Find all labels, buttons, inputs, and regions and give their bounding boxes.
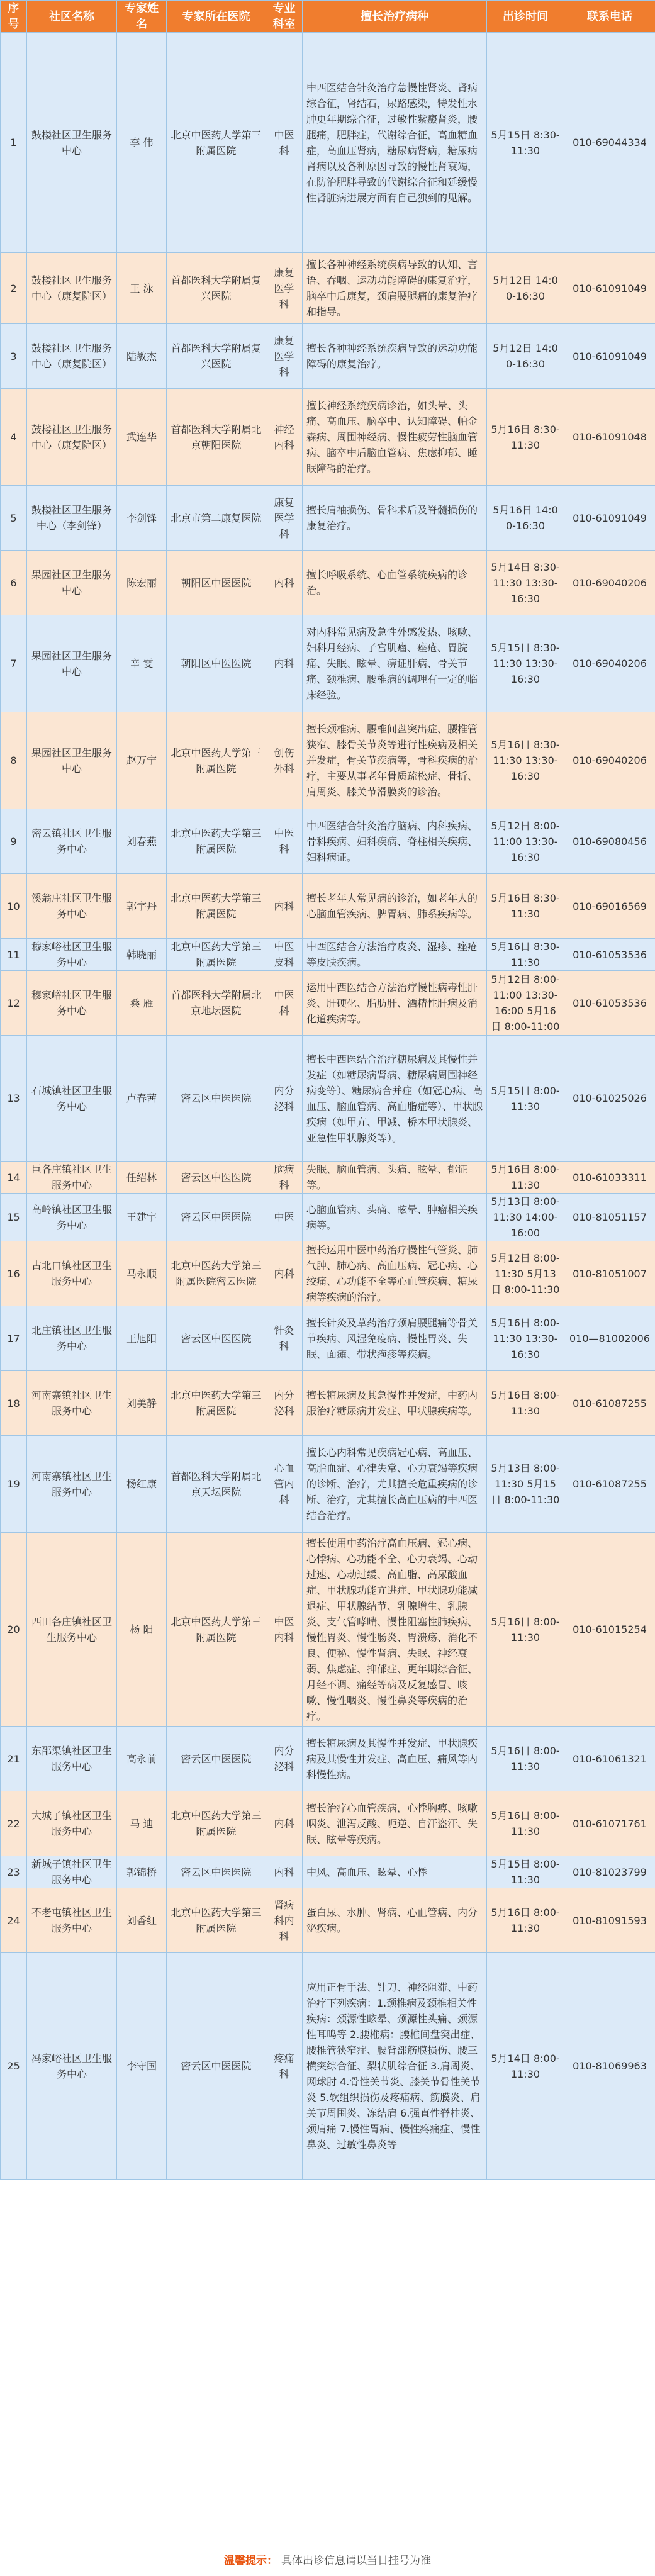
specialty-cell: 运用中西医结合方法治疗慢性病毒性肝炎、肝硬化、脂肪肝、酒精性肝病及消化道疾病等。 [303,971,487,1036]
table-row [1,1241,655,1306]
community-name-cell: 穆家峪社区卫生服务中心 [27,939,117,971]
phone-number-cell: 010-69016569 [564,874,655,939]
clinic-time-cell: 5月16日 14:00-16:30 [487,486,564,551]
department-cell: 神经内科 [266,389,303,486]
table-row [1,253,655,324]
expert-name-cell: 卢春茜 [117,1036,167,1162]
community-name-cell: 东邵渠镇社区卫生服务中心 [27,1727,117,1791]
community-name-cell: 果园社区卫生服务中心 [27,712,117,809]
community-name-cell: 鼓楼社区卫生服务中心（李剑锋） [27,486,117,551]
specialty-cell: 心脑血管病、头痛、眩晕、肿瘤相关疾病等。 [303,1194,487,1241]
row-index-cell: 9 [1,809,27,874]
phone-number-cell: 010-69080456 [564,809,655,874]
row-index-cell: 17 [1,1306,27,1371]
community-name-cell: 鼓楼社区卫生服务中心 [27,33,117,253]
specialty-cell: 擅长使用中药治疗高血压病、冠心病、心悸病、心功能不全、心力衰竭、心动过速、心动过缓、高血脂、高尿酸血症、甲状腺功能亢进症、甲状腺功能减退症、甲状腺结节、乳腺增生、乳腺炎、支气管哮喘、慢性阻塞性肺疾病、慢性胃炎、慢性肠炎、胃溃疡、消化不良、便秘、慢性肾病、失眠、神经衰弱、焦虑症、抑郁症、更年期综合征、月经不调、痛经等病及反复感冒、咳嗽、慢性咽炎、慢性鼻炎等疾病的治疗。 [303,1533,487,1727]
table-row [1,33,655,253]
clinic-time-cell: 5月16日 8:00-11:30 [487,1533,564,1727]
phone-number-cell: 010-69040206 [564,615,655,712]
clinic-time-cell: 5月12日 14:00-16:30 [487,253,564,324]
clinic-time-cell: 5月16日 8:00-11:30 13:30-16:30 [487,1306,564,1371]
clinic-time-cell: 5月16日 8:00-11:30 [487,1727,564,1791]
specialty-cell: 擅长运用中医中药治疗慢性气管炎、肺气肿、肺心病、高血压病、冠心病、心绞痛、心功能不全等心血管疾病、糖尿病等疾病的治疗。 [303,1241,487,1306]
footer-tip-label: 温馨提示： [224,2555,277,2567]
phone-number-cell: 010-81091593 [564,1888,655,1953]
table-row [1,939,655,971]
expert-name-cell: 郭宇丹 [117,874,167,939]
expert-name-cell: 郭锦桥 [117,1856,167,1888]
table-row [1,1371,655,1436]
row-index-cell: 11 [1,939,27,971]
expert-name-cell: 王建宇 [117,1194,167,1241]
row-index-cell: 12 [1,971,27,1036]
row-index-cell: 19 [1,1436,27,1533]
department-cell: 内科 [266,1856,303,1888]
header-community: 社区名称 [27,1,117,33]
clinic-time-cell: 5月16日 8:30-11:30 13:30-16:30 [487,712,564,809]
row-index-cell: 15 [1,1194,27,1241]
hospital-name-cell: 首都医科大学附属北京朝阳医院 [167,389,266,486]
clinic-time-cell: 5月15日 8:00-11:30 [487,1856,564,1888]
expert-name-cell: 李 伟 [117,33,167,253]
expert-name-cell: 武连华 [117,389,167,486]
table-row [1,486,655,551]
row-index-cell: 16 [1,1241,27,1306]
row-index-cell: 1 [1,33,27,253]
department-cell: 中医皮科 [266,939,303,971]
department-cell: 内科 [266,615,303,712]
community-name-cell: 鼓楼社区卫生服务中心（康复院区） [27,389,117,486]
department-cell: 疼痛科 [266,1953,303,2180]
phone-number-cell: 010-81069963 [564,1953,655,2180]
hospital-name-cell: 北京中医药大学第三附属医院密云医院 [167,1241,266,1306]
specialty-cell: 中西医结合针灸治疗脑病、内科疾病、骨科疾病、妇科疾病、脊柱相关疾病、妇科病证。 [303,809,487,874]
department-cell: 肾病科内科 [266,1888,303,1953]
clinic-time-cell: 5月12日 8:00-11:00 13:30-16:00 5月16日 8:00-11:00 [487,971,564,1036]
specialty-cell: 擅长老年人常见病的诊治，如老年人的心脑血管疾病、脾胃病、肺系疾病等。 [303,874,487,939]
community-name-cell: 溪翁庄社区卫生服务中心 [27,874,117,939]
department-cell: 内分泌科 [266,1036,303,1162]
row-index-cell: 18 [1,1371,27,1436]
hospital-name-cell: 密云区中医医院 [167,1727,266,1791]
expert-name-cell: 任绍林 [117,1162,167,1194]
phone-number-cell: 010-61091049 [564,253,655,324]
header-expert: 专家姓名 [117,1,167,33]
specialty-cell: 擅长肩袖损伤、骨科术后及脊髓损伤的康复治疗。 [303,486,487,551]
community-name-cell: 穆家峪社区卫生服务中心 [27,971,117,1036]
expert-name-cell: 杨红康 [117,1436,167,1533]
phone-number-cell: 010-61033311 [564,1162,655,1194]
row-index-cell: 24 [1,1888,27,1953]
row-index-cell: 25 [1,1953,27,2180]
row-index-cell: 14 [1,1162,27,1194]
community-name-cell: 古北口镇社区卫生服务中心 [27,1241,117,1306]
row-index-cell: 5 [1,486,27,551]
hospital-name-cell: 北京中医药大学第三附属医院 [167,939,266,971]
table-row [1,1856,655,1888]
hospital-name-cell: 北京中医药大学第三附属医院 [167,1791,266,1856]
hospital-name-cell: 北京中医药大学第三附属医院 [167,712,266,809]
table-body [1,33,655,2180]
clinic-time-cell: 5月16日 8:30-11:30 [487,874,564,939]
community-name-cell: 果园社区卫生服务中心 [27,615,117,712]
hospital-name-cell: 北京中医药大学第三附属医院 [167,1371,266,1436]
department-cell: 中医 [266,1194,303,1241]
clinic-time-cell: 5月16日 8:00-11:30 [487,1162,564,1194]
clinic-time-cell: 5月12日 14:00-16:30 [487,324,564,389]
hospital-name-cell: 首都医科大学附属复兴医院 [167,324,266,389]
table-row [1,1162,655,1194]
table-row [1,1791,655,1856]
community-name-cell: 果园社区卫生服务中心 [27,551,117,615]
department-cell: 康复医学科 [266,486,303,551]
phone-number-cell: 010-69044334 [564,33,655,253]
clinic-time-cell: 5月12日 8:00-11:30 5月13日 8:00-11:30 [487,1241,564,1306]
header-time: 出诊时间 [487,1,564,33]
hospital-name-cell: 密云区中医医院 [167,1194,266,1241]
row-index-cell: 8 [1,712,27,809]
phone-number-cell: 010-61091048 [564,389,655,486]
clinic-time-cell: 5月16日 8:30-11:30 [487,389,564,486]
row-index-cell: 23 [1,1856,27,1888]
table-row [1,1036,655,1162]
header-specialty: 擅长治疗病种 [303,1,487,33]
footer-tip-text: 具体出诊信息请以当日挂号为准 [281,2555,431,2567]
hospital-name-cell: 北京中医药大学第三附属医院 [167,809,266,874]
row-index-cell: 13 [1,1036,27,1162]
hospital-name-cell: 朝阳区中医医院 [167,551,266,615]
row-index-cell: 22 [1,1791,27,1856]
table-row [1,1953,655,2180]
expert-name-cell: 王 泳 [117,253,167,324]
specialty-cell: 擅长中西医结合治疗糖尿病及其慢性并发症（如糖尿病肾病、糖尿病周围神经病变等）、糖尿病合并症（如冠心病、高血压、脑血管病、高血脂症等）、甲状腺疾病（如甲亢、甲减、桥本甲状腺炎、亚急性甲状腺炎等）。 [303,1036,487,1162]
community-name-cell: 大城子镇社区卫生服务中心 [27,1791,117,1856]
row-index-cell: 4 [1,389,27,486]
specialty-cell: 中西医结合方法治疗皮炎、湿疹、痤疮等皮肤疾病。 [303,939,487,971]
community-name-cell: 河南寨镇社区卫生服务中心 [27,1371,117,1436]
clinic-time-cell: 5月14日 8:30-11:30 13:30-16:30 [487,551,564,615]
expert-name-cell: 韩晓丽 [117,939,167,971]
specialty-cell: 擅长各种神经系统疾病导致的认知、言语、吞咽、运动功能障碍的康复治疗，脑卒中后康复，颈肩腰腿痛的康复治疗和指导。 [303,253,487,324]
expert-name-cell: 刘香红 [117,1888,167,1953]
clinic-time-cell: 5月15日 8:30-11:30 [487,33,564,253]
department-cell: 内分泌科 [266,1727,303,1791]
clinic-time-cell: 5月13日 8:00-11:30 14:00-16:00 [487,1194,564,1241]
row-index-cell: 6 [1,551,27,615]
clinic-time-cell: 5月16日 8:00-11:30 [487,1888,564,1953]
table-row [1,1194,655,1241]
phone-number-cell: 010-61091049 [564,324,655,389]
table-row [1,874,655,939]
community-name-cell: 北庄镇社区卫生服务中心 [27,1306,117,1371]
department-cell: 内科 [266,1791,303,1856]
phone-number-cell: 010-61087255 [564,1436,655,1533]
department-cell: 创伤外科 [266,712,303,809]
expert-name-cell: 刘春燕 [117,809,167,874]
hospital-name-cell: 北京中医药大学第三附属医院 [167,1888,266,1953]
table-row [1,971,655,1036]
specialty-cell: 对内科常见病及急性外感发热、咳嗽、妇科月经病、子宫肌瘤、痤疮、胃脘痛、失眠、眩晕、痹证肝病、骨关节痛、颈椎病、腰椎病的调理有一定的临床经验。 [303,615,487,712]
header-phone: 联系电话 [564,1,655,33]
clinic-time-cell: 5月15日 8:00-11:30 [487,1036,564,1162]
department-cell: 内科 [266,551,303,615]
table-row [1,615,655,712]
phone-number-cell: 010-61053536 [564,971,655,1036]
department-cell: 脑病科 [266,1162,303,1194]
hospital-name-cell: 北京中医药大学第三附属医院 [167,874,266,939]
specialty-cell: 擅长心内科常见疾病冠心病、高血压、高脂血症、心律失常、心力衰竭等疾病的诊断、治疗，尤其擅长危重疾病的诊断、治疗，尤其擅长高血压病的中西医结合治疗。 [303,1436,487,1533]
hospital-name-cell: 密云区中医医院 [167,1162,266,1194]
phone-number-cell: 010-81051007 [564,1241,655,1306]
specialty-cell: 擅长糖尿病及其慢性并发症、甲状腺疾病及其慢性并发症、高血压、痛风等内科慢性病。 [303,1727,487,1791]
phone-number-cell: 010-61091049 [564,486,655,551]
community-name-cell: 密云镇社区卫生服务中心 [27,809,117,874]
community-name-cell: 河南寨镇社区卫生服务中心 [27,1436,117,1533]
clinic-time-cell: 5月16日 8:00-11:30 [487,1791,564,1856]
hospital-name-cell: 北京中医药大学第三附属医院 [167,33,266,253]
table-row [1,324,655,389]
hospital-name-cell: 密云区中医医院 [167,1856,266,1888]
phone-number-cell: 010-61015254 [564,1533,655,1727]
expert-name-cell: 马永顺 [117,1241,167,1306]
expert-name-cell: 王旭阳 [117,1306,167,1371]
department-cell: 针灸科 [266,1306,303,1371]
expert-name-cell: 刘美静 [117,1371,167,1436]
expert-name-cell: 李剑锋 [117,486,167,551]
specialty-cell: 失眠、脑血管病、头痛、眩晕、郁证等。 [303,1162,487,1194]
department-cell: 中医科 [266,33,303,253]
department-cell: 康复医学科 [266,253,303,324]
hospital-name-cell: 北京中医药大学第三附属医院 [167,1533,266,1727]
clinic-time-cell: 5月13日 8:00-11:30 5月15日 8:00-11:30 [487,1436,564,1533]
hospital-name-cell: 密云区中医医院 [167,1306,266,1371]
table-row [1,1888,655,1953]
table-row [1,1436,655,1533]
community-name-cell: 冯家峪社区卫生服务中心 [27,1953,117,2180]
phone-number-cell: 010-61025026 [564,1036,655,1162]
footer-notice [0,2546,655,2576]
clinic-time-cell: 5月15日 8:30-11:30 13:30-16:30 [487,615,564,712]
phone-number-cell: 010-81051157 [564,1194,655,1241]
department-cell: 中医科 [266,809,303,874]
clinic-time-cell: 5月16日 8:00-11:30 [487,1371,564,1436]
specialty-cell: 擅长各种神经系统疾病导致的运动功能障碍的康复治疗。 [303,324,487,389]
specialty-cell: 擅长颈椎病、腰椎间盘突出症、腰椎管狭窄、膝骨关节炎等进行性疾病及相关并发症，骨关节疾病等，骨科疾病的治疗，主要从事老年骨质疏松症、骨折、肩周炎、膝关节滑膜炎的诊治。 [303,712,487,809]
department-cell: 心血管内科 [266,1436,303,1533]
row-index-cell: 21 [1,1727,27,1791]
department-cell: 中医科 [266,971,303,1036]
expert-name-cell: 杨 阳 [117,1533,167,1727]
table-row [1,389,655,486]
expert-name-cell: 李守国 [117,1953,167,2180]
clinic-time-cell: 5月12日 8:00-11:00 13:30-16:30 [487,809,564,874]
specialty-cell: 擅长神经系统疾病诊治，如头晕、头痛、高血压、脑卒中、认知障碍、帕金森病、周围神经病、慢性疲劳性脑血管病、脑卒中后脑血管病、焦虑抑郁、睡眠障碍的治疗。 [303,389,487,486]
table-row [1,1306,655,1371]
expert-name-cell: 桑 雁 [117,971,167,1036]
hospital-name-cell: 北京市第二康复医院 [167,486,266,551]
department-cell: 中医内科 [266,1533,303,1727]
phone-number-cell: 010-61071761 [564,1791,655,1856]
expert-name-cell: 马 迪 [117,1791,167,1856]
clinic-time-cell: 5月14日 8:00-11:30 [487,1953,564,2180]
community-name-cell: 巨各庄镇社区卫生服务中心 [27,1162,117,1194]
specialty-cell: 擅长呼吸系统、心血管系统疾病的诊治。 [303,551,487,615]
phone-number-cell: 010-61087255 [564,1371,655,1436]
expert-name-cell: 辛 雯 [117,615,167,712]
phone-number-cell: 010-61053536 [564,939,655,971]
row-index-cell: 2 [1,253,27,324]
row-index-cell: 3 [1,324,27,389]
community-name-cell: 西田各庄镇社区卫生服务中心 [27,1533,117,1727]
row-index-cell: 20 [1,1533,27,1727]
table-row [1,809,655,874]
table-header-row [1,1,655,33]
phone-number-cell: 010-69040206 [564,551,655,615]
community-name-cell: 新城子镇社区卫生服务中心 [27,1856,117,1888]
community-name-cell: 鼓楼社区卫生服务中心（康复院区） [27,324,117,389]
community-name-cell: 高岭镇社区卫生服务中心 [27,1194,117,1241]
specialty-cell: 蛋白尿、水肿、肾病、心血管病、内分泌疾病。 [303,1888,487,1953]
expert-name-cell: 陈宏丽 [117,551,167,615]
row-index-cell: 7 [1,615,27,712]
phone-number-cell: 010-69040206 [564,712,655,809]
hospital-name-cell: 朝阳区中医医院 [167,615,266,712]
clinic-time-cell: 5月16日 8:30-11:30 [487,939,564,971]
specialty-cell: 擅长糖尿病及其急慢性并发症，中药内服治疗糖尿病并发症、甲状腺疾病等。 [303,1371,487,1436]
department-cell: 内科 [266,1241,303,1306]
department-cell: 内分泌科 [266,1371,303,1436]
specialty-cell: 擅长针灸及草药治疗颈肩腰腿痛等骨关节疾病、风湿免疫病、慢性胃炎、失眠、面瘫、带状疱疹等疾病。 [303,1306,487,1371]
header-dept: 专业科室 [266,1,303,33]
specialty-cell: 应用正骨手法、针刀、神经阻滞、中药治疗下列疾病：1.颈椎病及颈椎相关性疾病：颈源性眩晕、颈源性头痛、颈源性耳鸣等 2.腰椎病：腰椎间盘突出症、腰椎管狭窄症、腰背部筋膜损伤、腰三横突综合征、梨状肌综合征 3.肩周炎、网球肘 4.骨性关节炎、膝关节骨性关节炎 5.软组织损伤及疼痛病、筋膜炎、肩关节周围炎、冻结肩 6.强直性脊柱炎、颈肩痛 7.慢性胃病、慢性疼痛症、慢性鼻炎、过敏性鼻炎等 [303,1953,487,2180]
expert-name-cell: 陆敏杰 [117,324,167,389]
hospital-name-cell: 首都医科大学附属北京地坛医院 [167,971,266,1036]
community-name-cell: 鼓楼社区卫生服务中心（康复院区） [27,253,117,324]
community-name-cell: 不老屯镇社区卫生服务中心 [27,1888,117,1953]
table-row [1,1727,655,1791]
hospital-name-cell: 密云区中医医院 [167,1953,266,2180]
expert-name-cell: 高永前 [117,1727,167,1791]
row-index-cell: 10 [1,874,27,939]
hospital-name-cell: 首都医科大学附属北京天坛医院 [167,1436,266,1533]
phone-number-cell: 010-81023799 [564,1856,655,1888]
specialty-cell: 中风、高血压、眩晕、心悸 [303,1856,487,1888]
phone-number-cell: 010-61061321 [564,1727,655,1791]
table-row [1,712,655,809]
table-row [1,1533,655,1727]
header-hospital: 专家所在医院 [167,1,266,33]
hospital-name-cell: 密云区中医医院 [167,1036,266,1162]
phone-number-cell: 010—81002006 [564,1306,655,1371]
department-cell: 内科 [266,874,303,939]
hospital-name-cell: 首都医科大学附属复兴医院 [167,253,266,324]
department-cell: 康复医学科 [266,324,303,389]
table-row [1,551,655,615]
expert-name-cell: 赵万宁 [117,712,167,809]
specialty-cell: 擅长治疗心血管疾病，心悸胸痹、咳嗽咽炎、泄泻反酸、呃逆、自汗盗汗、失眠、眩晕等疾病。 [303,1791,487,1856]
community-name-cell: 石城镇社区卫生服务中心 [27,1036,117,1162]
specialty-cell: 中西医结合针灸治疗急慢性肾炎、肾病综合征，肾结石，尿路感染，特发性水肿更年期综合征，过敏性紫癜肾炎，腰腿痛，肥胖症，代谢综合征，高血糖血症，高血压肾病，糖尿病肾病，糖尿病肾病以及各种原因导致的慢性肾衰竭，在防治肥胖导致的代谢综合征和延缓慢性肾脏病进展方面有自己独到的见解。 [303,33,487,253]
header-idx: 序号 [1,1,27,33]
